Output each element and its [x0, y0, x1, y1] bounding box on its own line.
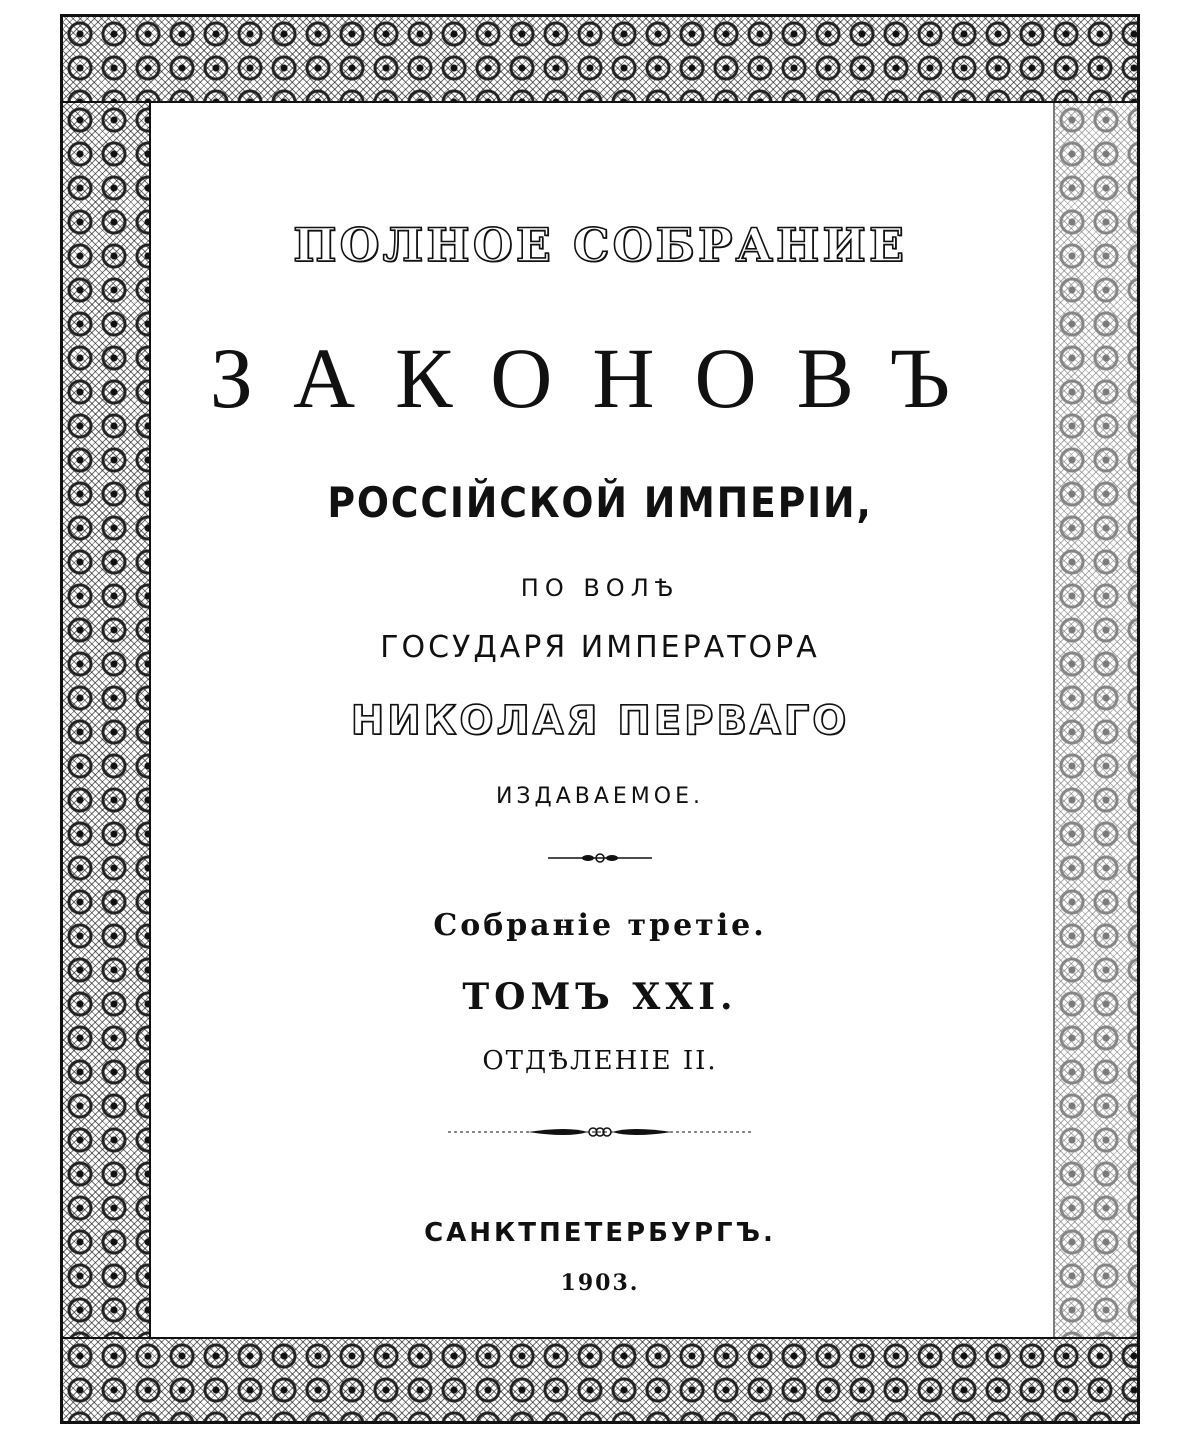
volume-label: ТОМЪ XXI. — [462, 976, 738, 1018]
line-izdavaemoe: ИЗДАВАЕМОЕ. — [495, 784, 705, 809]
line-gosudarya: ГОСУДАРЯ ИМПЕРАТОРА — [380, 630, 820, 665]
ornament-border-bottom — [63, 1337, 1137, 1421]
collection-label: Собраніе третіе. — [433, 908, 767, 943]
city-label: САНКТПЕТЕРБУРГЪ. — [424, 1218, 776, 1248]
title-line-1: ПОЛНОЕ СОБРАНИЕ — [293, 218, 907, 272]
ornament-divider-2 — [148, 1122, 1052, 1142]
ornament-divider-1 — [148, 848, 1052, 868]
ornament-border-right — [1053, 103, 1137, 1337]
ornament-border-left — [63, 103, 151, 1337]
line-po-vole: ПО ВОЛѢ — [520, 574, 680, 602]
ornament-border-top — [63, 17, 1137, 103]
year-label: 1903. — [560, 1270, 640, 1296]
title-page — [148, 100, 1052, 1328]
title-line-2: ЗАКОНОВЪ — [209, 330, 991, 426]
section-label: ОТДѢЛЕНІЕ II. — [482, 1046, 718, 1076]
line-nikolaya: НИКОЛАЯ ПЕРВАГО — [350, 698, 850, 744]
title-line-3: РОССІЙСКОЙ ИМПЕРІИ, — [327, 478, 873, 527]
